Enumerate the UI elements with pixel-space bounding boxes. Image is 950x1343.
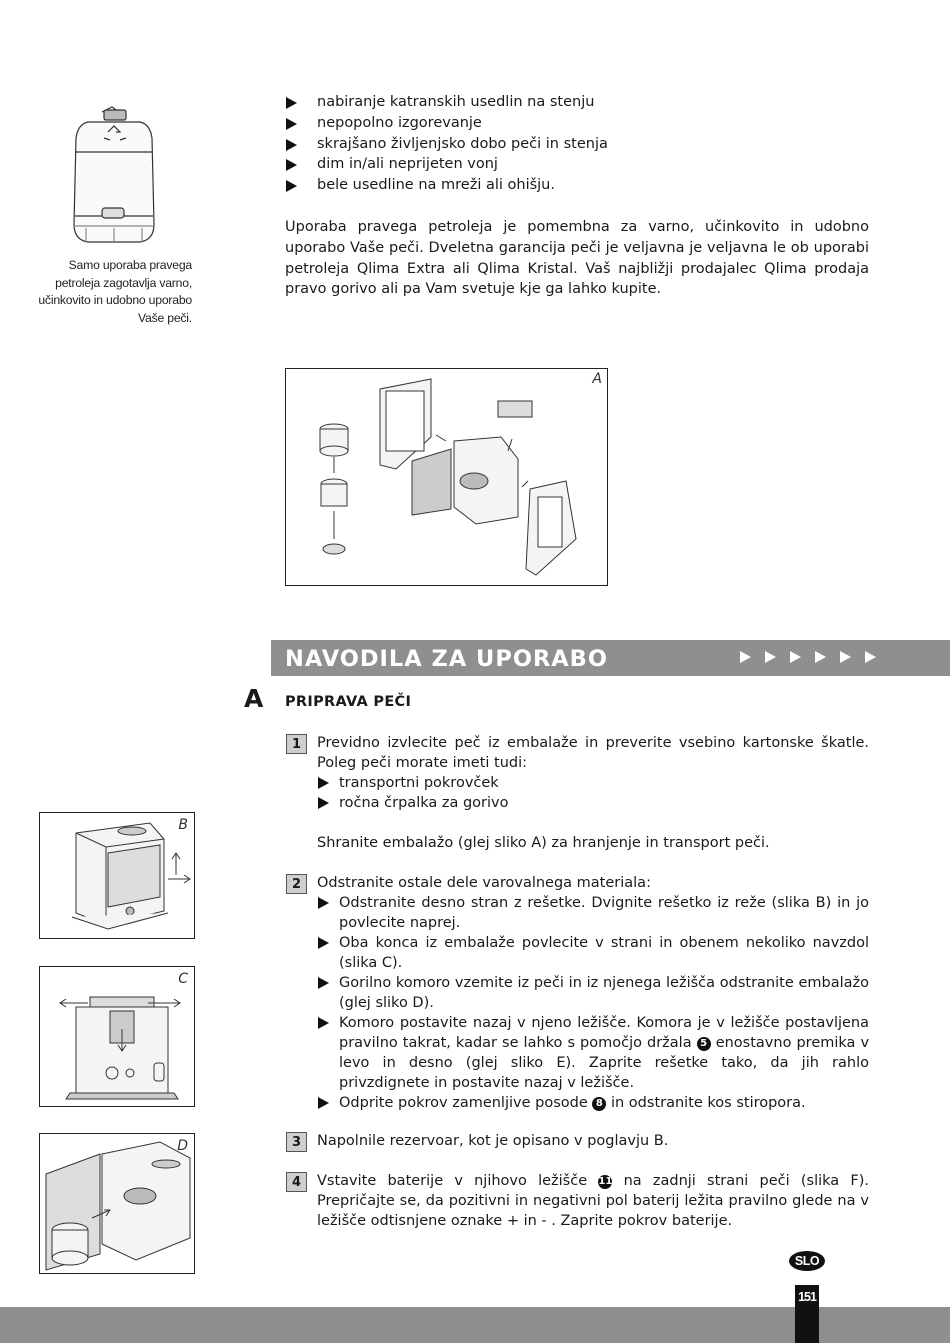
bullet-arrow-icon — [318, 1097, 329, 1109]
section-letter: A — [244, 684, 264, 713]
figure-d-label: D — [177, 1138, 188, 1154]
exploded-heater-drawing — [286, 369, 607, 585]
list-item: skrajšano življenjsko dobo peči in stenja — [286, 134, 886, 155]
step-4-content: Vstavite baterije v njihovo ležišče 11 na zadnji strani peči (slika F). Prepričajte se, da pozitivni in negativni pol baterij ležita pravilno glede na v ležišče odtisnjene oznake + in - . Zaprite pokrov baterije. — [317, 1173, 870, 1229]
bullet-arrow-icon — [318, 1017, 329, 1029]
figure-a-label: A — [592, 371, 602, 387]
problems-list — [286, 92, 886, 196]
step-1-list — [317, 773, 869, 813]
arrow-icon — [840, 651, 851, 663]
step-4-number: 4 — [286, 1172, 307, 1192]
figure-d — [39, 1133, 195, 1274]
step-1-text: Previdno izvlecite peč iz embalaže in preverite vsebino kartonske škatle. Poleg peči morate imeti tudi: — [317, 735, 869, 771]
bullet-arrow-icon — [318, 777, 329, 789]
intro-paragraph: Uporaba pravega petroleja je pomembna za varno, učinkovito in udobno uporabo Vaše peči. Dveletna garancija peči je veljavna je veljavna le ob uporabi petroleja Qlima Extra ali Qlima Kristal. Vaš najbližji prodajalec Qlima prodaja pravo gorivo ali pa Vam svetuje kje ga lahko kupite. — [285, 219, 869, 298]
figure-b-label: B — [178, 817, 188, 833]
arrow-icon — [865, 651, 876, 663]
bullet-arrow-icon — [286, 97, 297, 109]
heater-grille-drawing — [40, 813, 194, 938]
list-item: nabiranje katranskih usedlin na stenju — [286, 92, 886, 113]
arrow-icon — [815, 651, 826, 663]
bullet-arrow-icon — [318, 937, 329, 949]
page-number: 151 — [798, 1290, 816, 1304]
figure-b — [39, 812, 195, 939]
list-item: ročna črpalka za gorivo — [317, 793, 869, 813]
step-2-text: Odstranite ostale dele varovalnega materiala: — [317, 875, 651, 891]
bullet-arrow-icon — [286, 180, 297, 192]
list-item: nepopolno izgorevanje — [286, 113, 886, 134]
section-header-bar — [271, 640, 950, 676]
arrow-icon — [765, 651, 776, 663]
list-item: transportni pokrovček — [317, 773, 869, 793]
bullet-arrow-icon — [318, 897, 329, 909]
part-number-marker: 8 — [592, 1097, 606, 1111]
list-item: Odprite pokrov zamenljive posode 8 in odstranite kos stiropora. — [317, 1093, 869, 1113]
step-3-text: Napolnile rezervoar, kot je opisano v poglavju B. — [317, 1133, 669, 1149]
page-number-tab — [795, 1285, 819, 1343]
list-item: dim in/ali neprijeten vonj — [286, 154, 886, 175]
list-item: Gorilno komoro vzemite iz peči in iz njenega ležišča odstranite embalažo (glej sliko D). — [317, 973, 869, 1013]
part-number-marker: 5 — [697, 1037, 711, 1051]
bullet-arrow-icon — [286, 139, 297, 151]
part-number-marker: 11 — [598, 1176, 613, 1187]
figure-c — [39, 966, 195, 1107]
burner-chamber-drawing — [40, 1134, 194, 1273]
arrow-icon — [790, 651, 801, 663]
arrow-icon — [740, 651, 751, 663]
bullet-arrow-icon — [318, 977, 329, 989]
step-1-content — [317, 733, 869, 853]
subheading: PRIPRAVA PEČI — [285, 694, 412, 710]
list-item: Odstranite desno stran z rešetke. Dvignite rešetko iz reže (slika B) in jo povlecite naprej. — [317, 893, 869, 933]
step-2-content — [317, 873, 869, 1113]
heater-packaging-drawing — [40, 967, 194, 1106]
bullet-arrow-icon — [318, 797, 329, 809]
section-title: NAVODILA ZA UPORABO — [285, 646, 608, 672]
step-2-number: 2 — [286, 874, 307, 894]
bullet-arrow-icon — [286, 118, 297, 130]
header-arrows — [740, 651, 876, 663]
list-item: bele usedline na mreži ali ohišju. — [286, 175, 886, 196]
figure-a — [285, 368, 608, 586]
list-item: Komoro postavite nazaj v njeno ležišče. Komora je v ležišče postavljena pravilno takrat, kadar se lahko s pomočjo držala 5 enostavno premika v levo in desno (glej sliko E). Zaprite rešetke tako, da jih rahlo privzdignete in postavite nazaj v ležišče. — [317, 1013, 869, 1093]
language-badge: SLO — [789, 1251, 825, 1271]
figure-c-label: C — [178, 971, 188, 987]
jerrycan-caption: Samo uporaba pravega petroleja zagotavlja varno, učinkovito in udobno uporabo Vaše peči. — [38, 258, 192, 325]
kerosene-jerrycan-illustration — [68, 104, 160, 249]
step-1-after: Shranite embalažo (glej sliko A) za hranjenje in transport peči. — [317, 835, 770, 851]
step-2-list — [317, 893, 869, 1113]
step-3-number: 3 — [286, 1132, 307, 1152]
list-item: Oba konca iz embalaže povlecite v strani in obenem nekoliko navzdol (slika C). — [317, 933, 869, 973]
step-1-number: 1 — [286, 734, 307, 754]
bullet-arrow-icon — [286, 159, 297, 171]
